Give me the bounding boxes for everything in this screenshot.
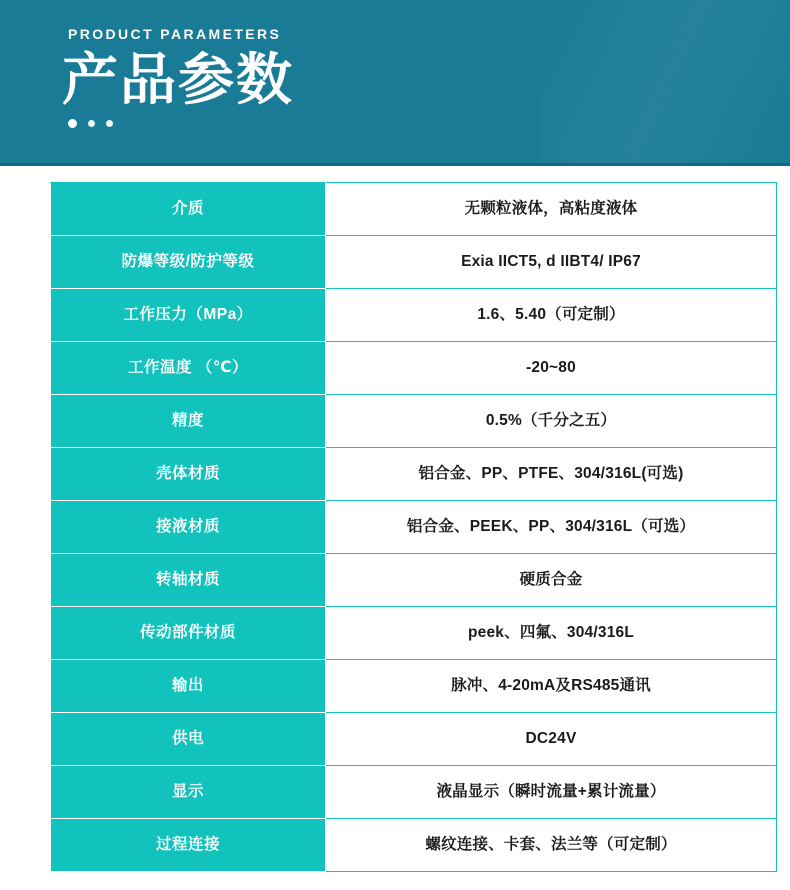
table-row bbox=[51, 819, 777, 872]
table-row bbox=[51, 448, 777, 501]
product-parameters-table bbox=[50, 182, 777, 872]
spec-table-body bbox=[51, 183, 777, 872]
table-row bbox=[51, 713, 777, 766]
spec-value: peek、四氟、304/316L bbox=[326, 607, 777, 660]
table-row bbox=[51, 236, 777, 289]
spec-value: Exia IICT5, d IIBT4/ IP67 bbox=[326, 236, 777, 289]
banner-divider bbox=[0, 163, 790, 166]
spec-label: 防爆等级/防护等级 bbox=[51, 236, 326, 289]
spec-label: 转轴材质 bbox=[51, 554, 326, 607]
table-row bbox=[51, 766, 777, 819]
table-row bbox=[51, 289, 777, 342]
spec-label: 精度 bbox=[51, 395, 326, 448]
banner-decoration bbox=[540, 0, 790, 166]
banner-eyebrow-text: PRODUCT PARAMETERS bbox=[68, 26, 282, 42]
spec-value: 无颗粒液体，高粘度液体 bbox=[326, 183, 777, 236]
spec-label: 显示 bbox=[51, 766, 326, 819]
spec-value: -20~80 bbox=[326, 342, 777, 395]
dot-icon bbox=[68, 119, 77, 128]
dot-icon bbox=[106, 120, 113, 127]
page-title: 产品参数 bbox=[62, 48, 294, 111]
spec-label: 壳体材质 bbox=[51, 448, 326, 501]
spec-value: 液晶显示（瞬时流量+累计流量） bbox=[326, 766, 777, 819]
spec-label: 接液材质 bbox=[51, 501, 326, 554]
spec-label: 传动部件材质 bbox=[51, 607, 326, 660]
spec-label: 工作压力（MPa） bbox=[51, 289, 326, 342]
spec-label: 介质 bbox=[51, 183, 326, 236]
table-row bbox=[51, 183, 777, 236]
dot-icon bbox=[88, 120, 95, 127]
table-row bbox=[51, 607, 777, 660]
spec-label: 输出 bbox=[51, 660, 326, 713]
table-row bbox=[51, 501, 777, 554]
spec-table-container bbox=[50, 182, 750, 872]
spec-value: 0.5%（千分之五） bbox=[326, 395, 777, 448]
spec-value: 1.6、5.40（可定制） bbox=[326, 289, 777, 342]
table-row bbox=[51, 395, 777, 448]
spec-value: 铝合金、PEEK、PP、304/316L（可选） bbox=[326, 501, 777, 554]
table-row bbox=[51, 660, 777, 713]
spec-label: 工作温度 （℃） bbox=[51, 342, 326, 395]
spec-label: 供电 bbox=[51, 713, 326, 766]
spec-label: 过程连接 bbox=[51, 819, 326, 872]
page-header-banner bbox=[0, 0, 790, 166]
table-row bbox=[51, 554, 777, 607]
spec-value: 脉冲、4-20mA及RS485通讯 bbox=[326, 660, 777, 713]
spec-value: 铝合金、PP、PTFE、304/316L(可选) bbox=[326, 448, 777, 501]
table-row bbox=[51, 342, 777, 395]
spec-value: 螺纹连接、卡套、法兰等（可定制） bbox=[326, 819, 777, 872]
banner-dots bbox=[68, 119, 113, 128]
spec-value: 硬质合金 bbox=[326, 554, 777, 607]
spec-value: DC24V bbox=[326, 713, 777, 766]
